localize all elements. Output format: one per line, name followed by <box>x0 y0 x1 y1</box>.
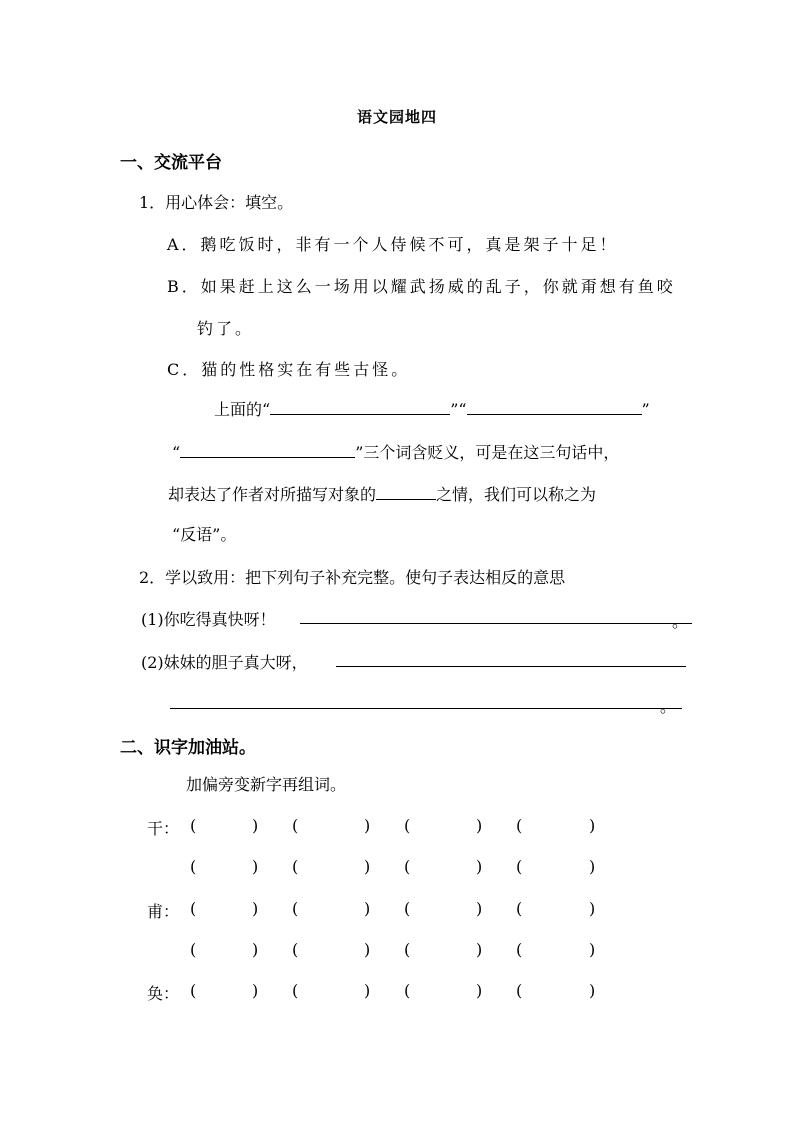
answer-slot[interactable] <box>414 899 474 919</box>
char-row-label: 干： <box>147 819 180 838</box>
sentence-a: A．鹅吃饭时，非有一个人侍候不可，真是架子十足！ <box>167 235 619 254</box>
quote-open: “ <box>172 443 181 462</box>
question-2-item-2: (2)妹妹的胆子真大呀， <box>141 653 308 672</box>
quote-close-1: ” <box>641 400 650 419</box>
fill-line-4: “反语”。 <box>172 525 237 544</box>
close-paren: ) <box>252 940 259 959</box>
close-paren: ) <box>252 857 259 876</box>
fill-line-3-text-b: 之情，我们可以称之为 <box>436 485 597 504</box>
question-2-item-1: (1)你吃得真快呀！ <box>141 610 276 629</box>
blank-word-3[interactable] <box>180 443 355 458</box>
open-paren: ( <box>404 857 411 876</box>
close-paren: ) <box>476 940 483 959</box>
fill-line-3 <box>168 482 596 505</box>
fill-line-1 <box>214 397 650 420</box>
page-title: 语文园地四 <box>356 108 437 126</box>
item-1-period: 。 <box>672 612 689 631</box>
answer-slot[interactable] <box>200 857 250 877</box>
answer-slot[interactable] <box>414 940 474 960</box>
question-2-prompt: 2．学以致用：把下列句子补充完整。使句子表达相反的意思 <box>139 568 566 587</box>
answer-slot[interactable] <box>200 940 250 960</box>
open-paren: ( <box>404 981 411 1000</box>
answer-line-item-1[interactable] <box>300 623 692 624</box>
sentence-b-line-2: 钓了。 <box>197 319 255 338</box>
open-paren: ( <box>292 899 299 918</box>
open-paren: ( <box>292 857 299 876</box>
answer-slot[interactable] <box>302 899 362 919</box>
sentence-c: C．猫的性格实在有些古怪。 <box>167 360 411 379</box>
open-paren: ( <box>190 981 197 1000</box>
open-paren: ( <box>404 899 411 918</box>
open-paren: ( <box>190 816 197 835</box>
close-paren: ) <box>364 857 371 876</box>
answer-slot[interactable] <box>200 816 250 836</box>
quote-mid-1: ”“ <box>450 400 467 419</box>
blank-word-1[interactable] <box>270 400 450 415</box>
section-2-instruction: 加偏旁变新字再组词。 <box>186 775 347 794</box>
sentence-b-line-1: B．如果赶上这么一场用以耀武扬威的乱子，你就甭想有鱼咬 <box>167 277 676 296</box>
fill-line-2 <box>172 440 619 463</box>
close-paren: ) <box>364 981 371 1000</box>
close-paren: ) <box>252 816 259 835</box>
answer-slot[interactable] <box>526 816 587 836</box>
open-paren: ( <box>516 981 523 1000</box>
section-1-heading: 一、交流平台 <box>120 153 222 173</box>
open-paren: ( <box>292 981 299 1000</box>
open-paren: ( <box>190 857 197 876</box>
answer-slot[interactable] <box>526 981 587 1001</box>
close-paren: ) <box>476 899 483 918</box>
close-paren: ) <box>476 857 483 876</box>
answer-line-item-2a[interactable] <box>336 666 686 667</box>
answer-slot[interactable] <box>414 981 474 1001</box>
close-paren: ) <box>476 816 483 835</box>
open-paren: ( <box>404 940 411 959</box>
answer-slot[interactable] <box>414 816 474 836</box>
item-2-period: 。 <box>660 697 677 716</box>
answer-slot[interactable] <box>414 857 474 877</box>
answer-slot[interactable] <box>302 816 362 836</box>
answer-slot[interactable] <box>200 981 250 1001</box>
fill-after-three-words: ”三个词含贬义，可是在这三句话中， <box>355 443 620 462</box>
blank-emotion[interactable] <box>376 485 436 500</box>
answer-slot[interactable] <box>302 981 362 1001</box>
answer-slot[interactable] <box>302 857 362 877</box>
fill-line-3-text-a: 却表达了作者对所描写对象的 <box>168 485 377 504</box>
char-row-label: 甫： <box>147 902 180 921</box>
open-paren: ( <box>190 899 197 918</box>
close-paren: ) <box>252 981 259 1000</box>
char-row-label: 奂： <box>147 984 180 1003</box>
close-paren: ) <box>589 816 596 835</box>
close-paren: ) <box>589 981 596 1000</box>
answer-slot[interactable] <box>526 940 587 960</box>
blank-word-2[interactable] <box>467 400 642 415</box>
question-1-prompt: 1．用心体会：填空。 <box>139 193 294 212</box>
close-paren: ) <box>252 899 259 918</box>
open-paren: ( <box>292 940 299 959</box>
close-paren: ) <box>589 899 596 918</box>
open-paren: ( <box>516 899 523 918</box>
open-paren: ( <box>516 940 523 959</box>
answer-slot[interactable] <box>526 899 587 919</box>
close-paren: ) <box>589 857 596 876</box>
fill-intro-text: 上面的“ <box>214 400 271 419</box>
close-paren: ) <box>589 940 596 959</box>
close-paren: ) <box>364 899 371 918</box>
close-paren: ) <box>364 940 371 959</box>
answer-slot[interactable] <box>526 857 587 877</box>
close-paren: ) <box>364 816 371 835</box>
open-paren: ( <box>404 816 411 835</box>
close-paren: ) <box>476 981 483 1000</box>
open-paren: ( <box>516 816 523 835</box>
answer-slot[interactable] <box>200 899 250 919</box>
answer-line-item-2b[interactable] <box>170 708 682 709</box>
answer-slot[interactable] <box>302 940 362 960</box>
open-paren: ( <box>190 940 197 959</box>
section-2-heading: 二、识字加油站。 <box>120 738 256 758</box>
open-paren: ( <box>516 857 523 876</box>
open-paren: ( <box>292 816 299 835</box>
